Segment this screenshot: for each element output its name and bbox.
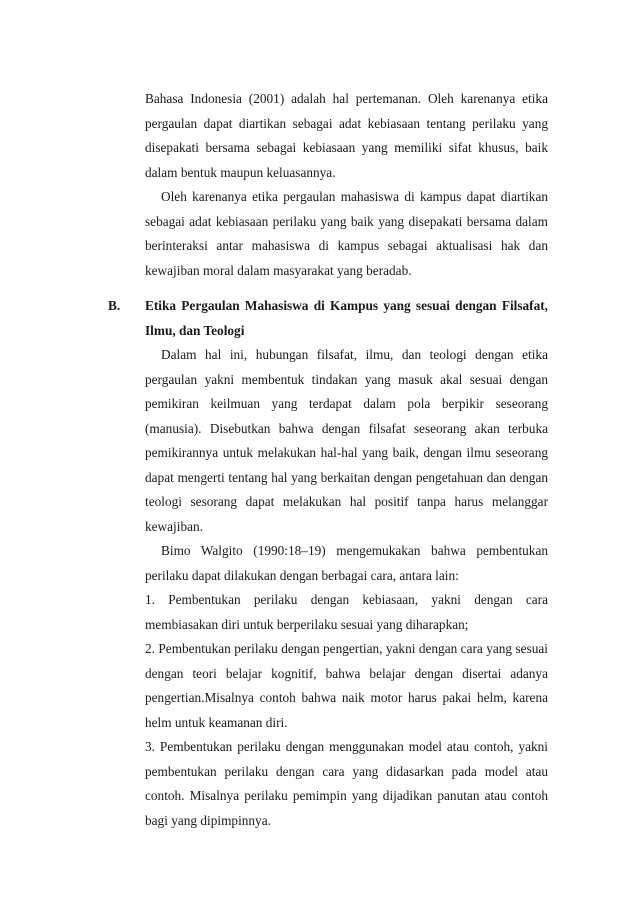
section-number: B. [108, 298, 121, 313]
section-title: Etika Pergaulan Mahasiswa di Kampus yang sesuai dengan Filsafat, Ilmu, dan Teologi [145, 298, 548, 338]
list-item: 1. Pembentukan perilaku dengan kebiasaan, yakni dengan cara membiasakan diri untuk berperilaku sesuai yang diharapkan; [145, 592, 548, 632]
page-content [108, 87, 548, 833]
list-item: 2. Pembentukan perilaku dengan pengertian, yakni dengan cara yang sesuai dengan teori belajar kognitif, bahwa belajar dengan disertai adanya pengertian.Misalnya contoh bahwa naik motor harus pakai helm, karena helm untuk keamanan diri. [145, 641, 548, 730]
section-paragraph: Bimo Walgito (1990:18–19) mengemukakan bahwa pembentukan perilaku dapat dilakukan dengan berbagai cara, antara lain: [145, 543, 548, 583]
section-paragraph: Dalam hal ini, hubungan filsafat, ilmu, dan teologi dengan etika pergaulan yakni membentuk tindakan yang masuk akal sesuai dengan pemikiran keilmuan yang terdapat dalam pola berpikir seseorang (manusia). Disebutkan bahwa dengan filsafat seseorang akan terbuka pemikirannya untuk melakukan hal-hal yang baik, dengan ilmu seseorang dapat mengerti tentang hal yang berkaitan dengan pengetahuan dan dengan teologi sesorang dapat melakukan hal positif tanpa harus melanggar kewajiban. [145, 347, 548, 534]
intro-paragraph: Oleh karenanya etika pergaulan mahasiswa di kampus dapat diartikan sebagai adat kebiasaan perilaku yang baik yang disepakati bersama dalam berinteraksi antar mahasiswa di kampus sebagai aktualisasi hak dan kewajiban moral dalam masyarakat yang beradab. [145, 189, 548, 278]
section-b [108, 294, 548, 833]
list-item: 3. Pembentukan perilaku dengan menggunakan model atau contoh, yakni pembentukan perilaku dengan cara yang didasarkan pada model atau contoh. Misalnya perilaku pemimpin yang dijadikan panutan atau contoh bagi yang dipimpinnya. [145, 739, 548, 828]
intro-paragraph: Bahasa Indonesia (2001) adalah hal pertemanan. Oleh karenanya etika pergaulan dapat diartikan sebagai adat kebiasaan tentang perilaku yang disepakati bersama sebagai kebiasaan yang memiliki sifat khusus, baik dalam bentuk maupun keluasannya. [145, 91, 548, 180]
